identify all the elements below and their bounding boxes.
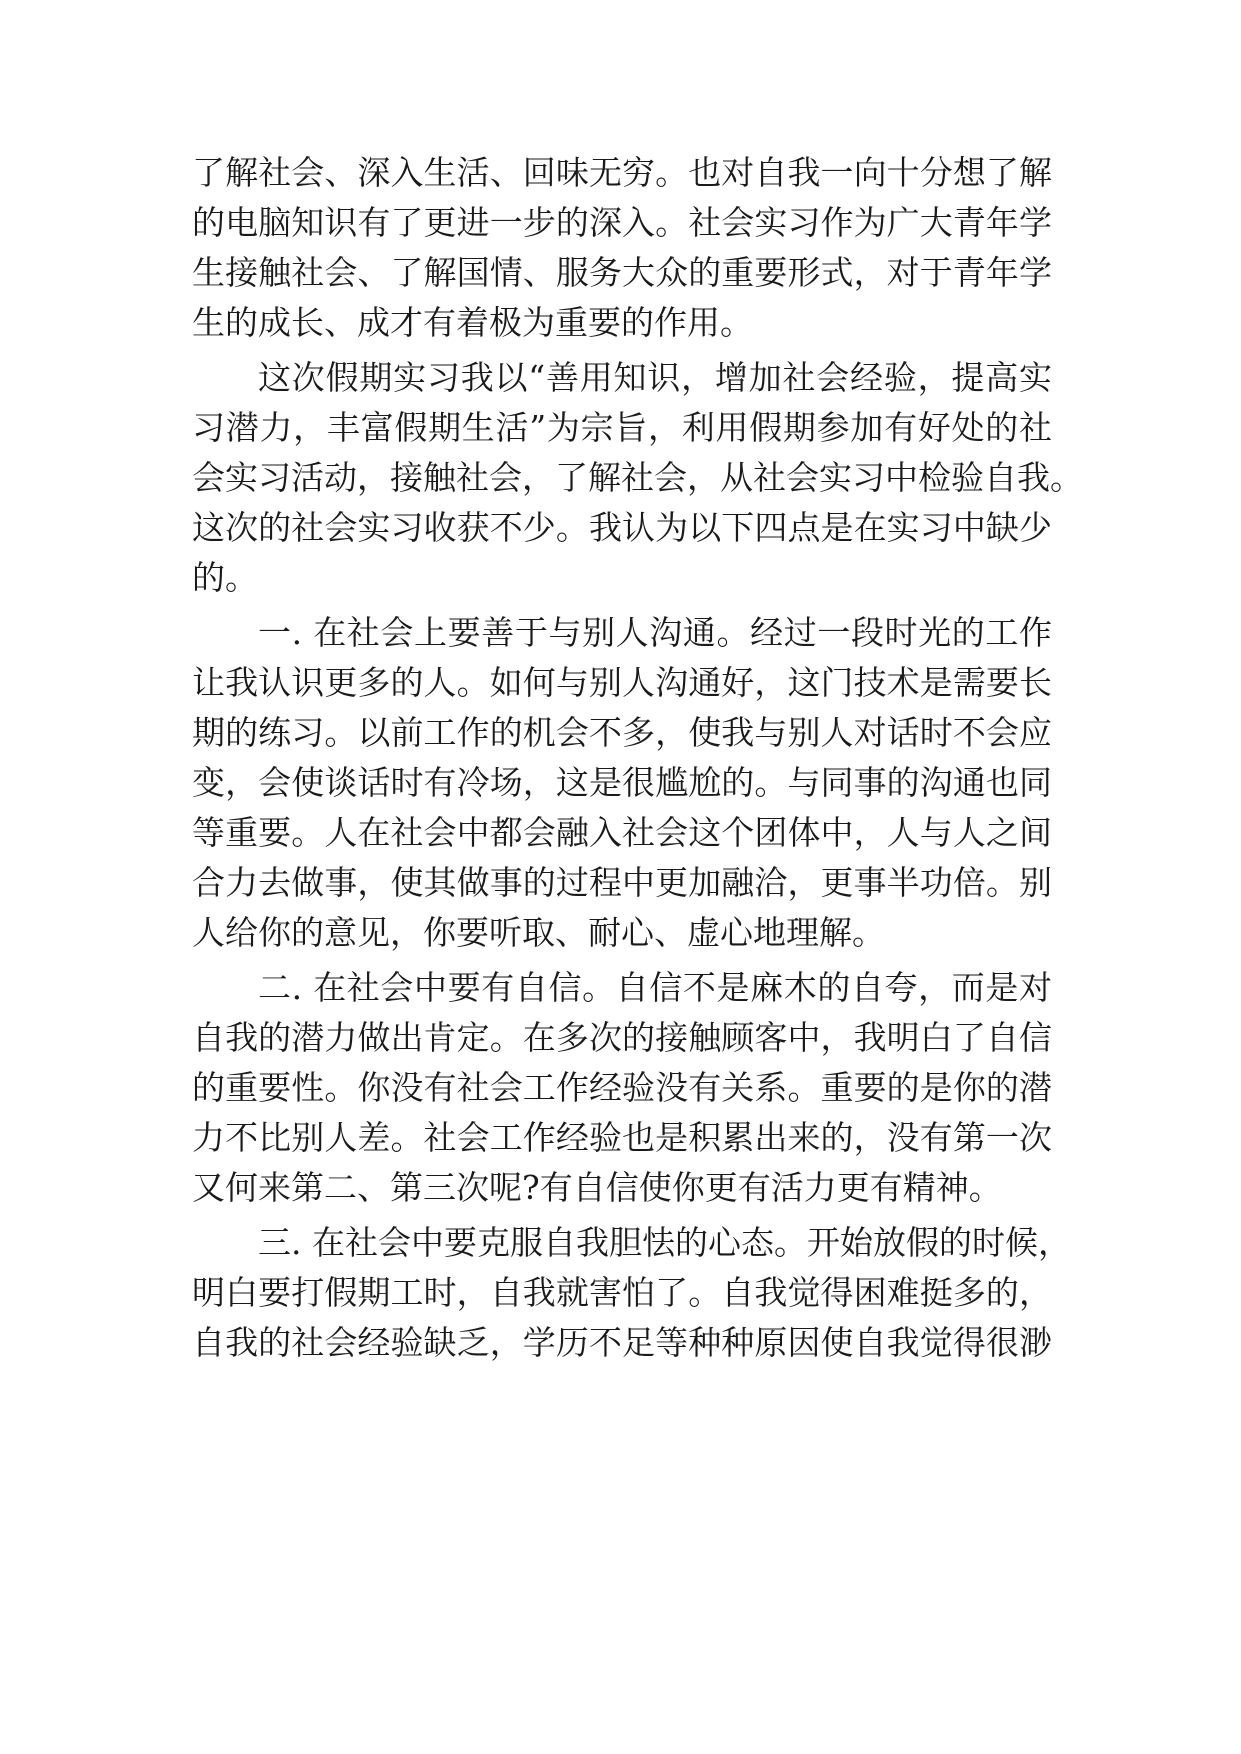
text-line: 力不比别人差。社会工作经验也是积累出来的，没有第一次 — [192, 1118, 1052, 1157]
text-line: 变，会使谈话时有冷场，这是很尴尬的。与同事的沟通也同 — [192, 763, 1052, 802]
text-line: 人给你的意见，你要听取、耐心、虚心地理解。 — [192, 913, 885, 952]
text-line: 又何来第二、第三次呢?有自信使你更有活力更有精神。 — [192, 1168, 1002, 1207]
text-line: 了解社会、深入生活、回味无穷。也对自我一向十分想了解 — [192, 153, 1052, 192]
text-line: 期的练习。以前工作的机会不多，使我与别人对话时不会应 — [192, 713, 1052, 752]
text-line: 习潜力，丰富假期生活”为宗旨，利用假期参加有好处的社 — [192, 408, 1052, 447]
text-line: 生的成长、成才有着极为重要的作用。 — [192, 303, 753, 342]
text-line: 等重要。人在社会中都会融入社会这个团体中，人与人之间 — [192, 813, 1052, 852]
text-line: 二. 在社会中要有自信。自信不是麻木的自夸，而是对 — [258, 968, 1052, 1007]
text-line: 合力去做事，使其做事的过程中更加融洽，更事半功倍。别 — [192, 863, 1052, 902]
text-line: 一. 在社会上要善于与别人沟通。经过一段时光的工作 — [258, 613, 1052, 652]
text-line: 生接触社会、了解国情、服务大众的重要形式，对于青年学 — [192, 253, 1052, 292]
text-line: 自我的社会经验缺乏，学历不足等种种原因使自我觉得很渺 — [192, 1323, 1052, 1362]
text-line: 的电脑知识有了更进一步的深入。社会实习作为广大青年学 — [192, 203, 1052, 242]
text-line: 的。 — [192, 558, 258, 597]
text-line: 这次假期实习我以“善用知识，增加社会经验，提高实 — [258, 358, 1052, 397]
text-line: 三. 在社会中要克服自我胆怯的心态。开始放假的时候， — [258, 1223, 1071, 1262]
text-line: 这次的社会实习收获不少。我认为以下四点是在实习中缺少 — [192, 508, 1052, 547]
text-line: 会实习活动，接触社会，了解社会，从社会实习中检验自我。 — [192, 458, 1083, 497]
text-line: 自我的潜力做出肯定。在多次的接触顾客中，我明白了自信 — [192, 1018, 1052, 1057]
text-line: 让我认识更多的人。如何与别人沟通好，这门技术是需要长 — [192, 663, 1052, 702]
text-line: 的重要性。你没有社会工作经验没有关系。重要的是你的潜 — [192, 1068, 1052, 1107]
text-line: 明白要打假期工时，自我就害怕了。自我觉得困难挺多的， — [192, 1273, 1052, 1312]
